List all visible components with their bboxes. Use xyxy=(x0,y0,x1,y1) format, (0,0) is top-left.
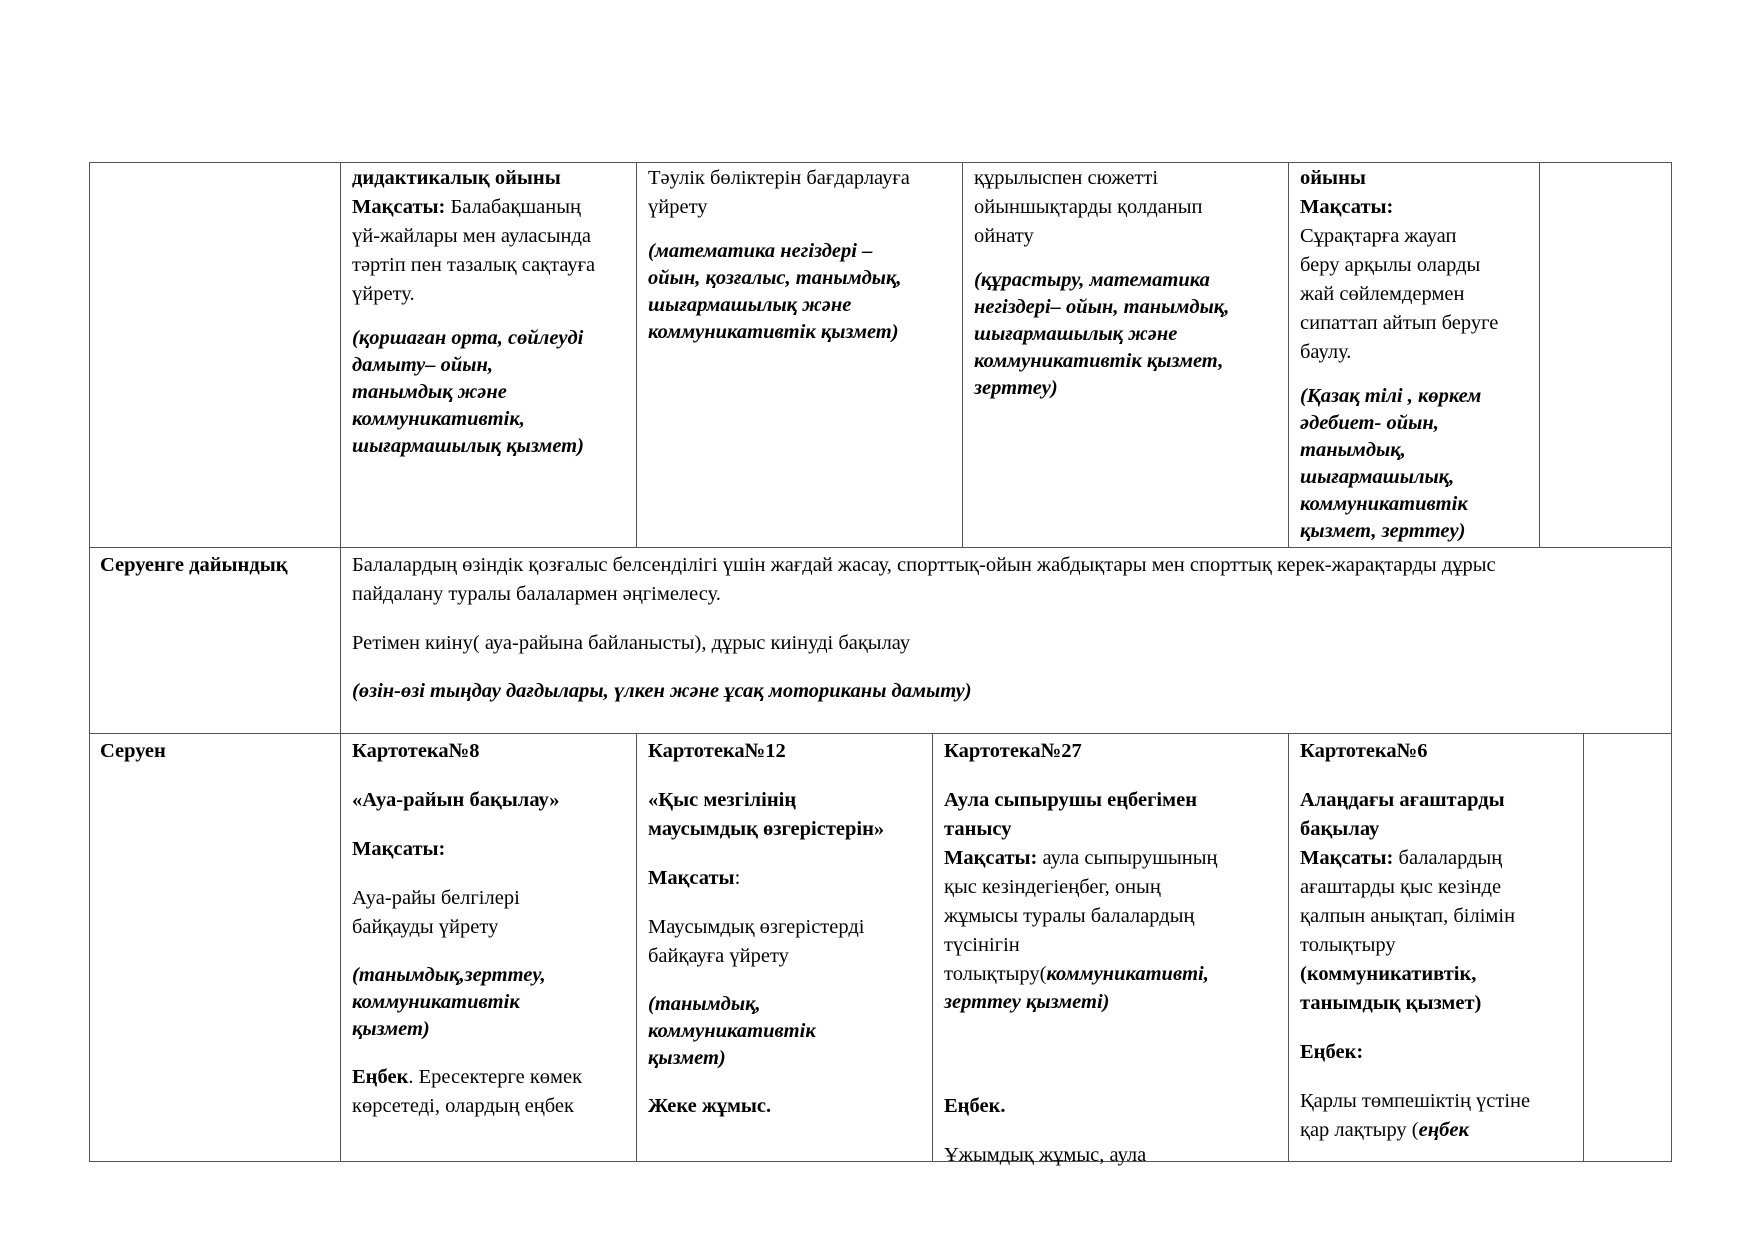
work-line: қар лақтыру (еңбек xyxy=(1300,1119,1469,1141)
column-divider xyxy=(1583,733,1584,1162)
activity-areas: коммуникативтік қызмет) xyxy=(648,321,899,343)
activity-areas: (математика негіздері – xyxy=(648,240,873,262)
card-title: бақылау xyxy=(1300,818,1380,840)
game-title: ойыны xyxy=(1300,167,1366,189)
activity-areas: коммуникативтік, xyxy=(352,408,525,430)
goal-line: жұмысы туралы балалардың xyxy=(944,905,1195,927)
activity-areas: коммуникативтік xyxy=(352,991,520,1013)
goal-label: Мақсаты: xyxy=(352,838,446,860)
activity-areas: танымдық және xyxy=(352,381,507,403)
activity-areas: (коммуникативтік, xyxy=(1300,963,1477,985)
activity-areas: коммуникативтік xyxy=(648,1020,816,1042)
goal-label: Мақсаты: xyxy=(1300,196,1394,218)
goal: Мақсаты: аула сыпырушының xyxy=(944,847,1218,869)
goal-line: байқауға үйрету xyxy=(648,945,789,967)
activity-areas: (Қазақ тілі , көркем xyxy=(1300,385,1482,407)
goal-label: Мақсаты: xyxy=(648,867,741,889)
spacer xyxy=(944,1016,1284,1092)
card-title: Алаңдағы ағаштарды xyxy=(1300,789,1505,811)
column-divider xyxy=(636,162,637,547)
row3-cell-2 xyxy=(648,737,930,1121)
row-divider xyxy=(89,733,1672,734)
activity-areas: қызмет, зерттеу) xyxy=(1300,520,1466,542)
spacer xyxy=(944,1121,1284,1141)
card-title: Аула сыпырушы еңбегімен xyxy=(944,789,1198,811)
work-line: Ұжымдық жұмыс, аула xyxy=(944,1144,1147,1166)
spacer xyxy=(944,766,1284,786)
row-label: Серуен xyxy=(100,740,166,762)
spacer xyxy=(352,609,1668,629)
work-label: Еңбек. xyxy=(944,1095,1006,1117)
work: Еңбек. Ересектерге көмек xyxy=(352,1066,583,1088)
text-line: ойыншықтарды қолданып xyxy=(974,196,1203,218)
activity-areas: (танымдық,зерттеу, xyxy=(352,964,546,986)
activity-areas: әдебиет- ойын, xyxy=(1300,412,1439,434)
row3-cell-1 xyxy=(352,737,634,1121)
activity-areas: коммуникативтік xyxy=(1300,493,1468,515)
activity-areas: зерттеу қызметі) xyxy=(944,991,1110,1013)
spacer xyxy=(352,309,634,325)
card-number: Картотека№6 xyxy=(1300,740,1428,762)
spacer xyxy=(352,766,634,786)
activity-areas: шығармашылық, xyxy=(1300,466,1455,488)
card-number: Картотека№12 xyxy=(648,740,786,762)
spacer xyxy=(352,864,634,884)
spacer xyxy=(648,971,930,991)
row1-cell-2 xyxy=(648,164,958,346)
card-title: танысу xyxy=(944,818,1012,840)
card-number: Картотека№8 xyxy=(352,740,480,762)
goal-line: үйрету. xyxy=(352,283,415,305)
goal-line: қалпын анықтап, білімін xyxy=(1300,905,1516,927)
goal: Мақсаты: Балабақшаның xyxy=(352,196,581,218)
goal-line: беру арқылы оларды xyxy=(1300,254,1481,276)
goal: Мақсаты: балалардың xyxy=(1300,847,1503,869)
row3-label xyxy=(100,737,336,766)
goal-line: жай сөйлемдермен xyxy=(1300,283,1465,305)
goal-line: қыс кезіндегіеңбег, оның xyxy=(944,876,1161,898)
activity-areas: коммуникативтік қызмет, xyxy=(974,350,1224,372)
activity-areas: қызмет) xyxy=(352,1018,430,1040)
spacer xyxy=(352,658,1668,678)
spacer xyxy=(648,893,930,913)
card-number: Картотека№27 xyxy=(944,740,1082,762)
spacer xyxy=(648,1072,930,1092)
spacer xyxy=(648,844,930,864)
activity-areas: танымдық, xyxy=(1300,439,1406,461)
game-title: дидактикалық ойыны xyxy=(352,167,561,189)
individual-work: Жеке жұмыс. xyxy=(648,1095,772,1117)
work-line: көрсетеді, олардың еңбек xyxy=(352,1095,574,1117)
activity-areas: танымдық қызмет) xyxy=(1300,992,1482,1014)
card-title: «Ауа-райын бақылау» xyxy=(352,789,560,811)
spacer xyxy=(1300,1067,1580,1087)
spacer xyxy=(1300,766,1580,786)
activity-areas: (танымдық, xyxy=(648,993,761,1015)
text-line: пайдалану туралы балалармен әңгімелесу. xyxy=(352,583,721,605)
activity-areas: негіздері– ойын, танымдық, xyxy=(974,296,1230,318)
row-label: Серуенге дайындық xyxy=(100,554,288,576)
goal-line: сипаттап айтып беруге xyxy=(1300,312,1499,334)
work-line: Қарлы төмпешіктің үстіне xyxy=(1300,1090,1531,1112)
spacer xyxy=(352,815,634,835)
card-title: маусымдық өзгерістерін» xyxy=(648,818,885,840)
activity-areas: (өзін-өзі тыңдау дағдылары, үлкен және ұсақ моториканы дамыту) xyxy=(352,680,972,702)
column-divider xyxy=(1288,733,1289,1162)
goal-line: баулу. xyxy=(1300,341,1352,363)
text-line: құрылыспен сюжетті xyxy=(974,167,1159,189)
spacer xyxy=(352,942,634,962)
goal-line: тәртіп пен тазалық сақтауға xyxy=(352,254,596,276)
column-divider xyxy=(340,162,341,1162)
column-divider xyxy=(962,162,963,547)
work-label: Еңбек: xyxy=(1300,1041,1364,1063)
activity-areas: зерттеу) xyxy=(974,377,1058,399)
text-line: Тәулік бөліктерін бағдарлауға xyxy=(648,167,910,189)
goal-line: үй-жайлары мен ауласында xyxy=(352,225,592,247)
row1-cell-1 xyxy=(352,164,634,460)
goal-line: Ауа-райы белгілері xyxy=(352,887,520,909)
activity-areas: ойын, қозғалыс, танымдық, xyxy=(648,267,902,289)
row-divider xyxy=(89,547,1672,548)
row1-cell-3 xyxy=(974,164,1284,402)
spacer xyxy=(1300,1018,1580,1038)
row2-label xyxy=(100,551,336,580)
row1-cell-4 xyxy=(1300,164,1536,545)
goal-line: ағаштарды қыс кезінде xyxy=(1300,876,1502,898)
goal-line: байқауды үйрету xyxy=(352,916,499,938)
card-title: «Қыс мезгілінің xyxy=(648,789,797,811)
activity-areas: шығармашылық және xyxy=(648,294,852,316)
row2-content xyxy=(352,551,1668,705)
activity-areas: шығармашылық қызмет) xyxy=(352,435,584,457)
column-divider xyxy=(1288,162,1289,547)
activity-areas: қызмет) xyxy=(648,1047,726,1069)
text-line: Ретімен киіну( ауа-райына байланысты), дұрыс киінуді бақылау xyxy=(352,632,911,654)
goal-line: Сұрақтарға жауап xyxy=(1300,225,1457,247)
activity-areas: (қоршаған орта, сөйлеуді xyxy=(352,327,584,349)
spacer xyxy=(974,251,1284,267)
column-divider xyxy=(1539,162,1540,547)
text-line: үйрету xyxy=(648,196,708,218)
text-line: ойнату xyxy=(974,225,1034,247)
column-divider xyxy=(636,733,637,1162)
goal-line: Маусымдық өзгерістерді xyxy=(648,916,865,938)
goal-line: түсінігін xyxy=(944,934,1020,956)
spacer xyxy=(1300,367,1536,383)
row3-cell-3 xyxy=(944,737,1284,1170)
goal-line: толықтыру(коммуникативті, xyxy=(944,963,1209,985)
activity-areas: дамыту– ойын, xyxy=(352,354,493,376)
goal-line: толықтыру xyxy=(1300,934,1396,956)
spacer xyxy=(648,766,930,786)
row3-cell-4 xyxy=(1300,737,1580,1145)
spacer xyxy=(352,1043,634,1063)
spacer xyxy=(648,222,958,238)
activity-areas: шығармашылық және xyxy=(974,323,1178,345)
column-divider xyxy=(932,733,933,1162)
text-line: Балалардың өзіндік қозғалыс белсенділігі үшін жағдай жасау, спорттық-ойын жабдықтары мен спорттық керек-жарақтарды дұрыс xyxy=(352,554,1496,576)
activity-areas: (құрастыру, математика xyxy=(974,269,1210,291)
